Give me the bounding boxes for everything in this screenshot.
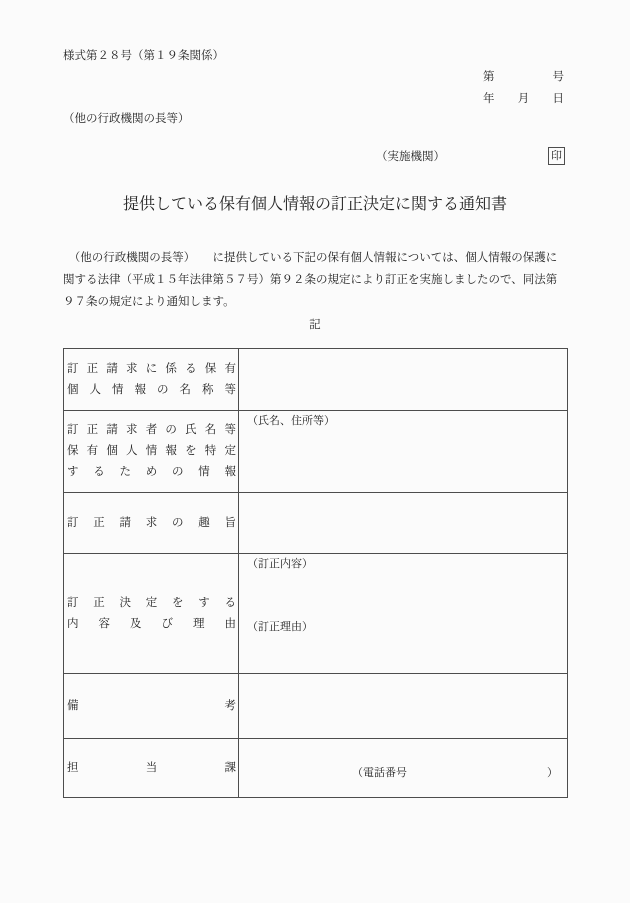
list-marker: 記 <box>309 319 321 331</box>
row-label <box>64 493 239 553</box>
phone-number-line <box>239 766 567 780</box>
phone-number-close-paren: ） <box>547 767 558 779</box>
value-hint-name-address: （氏名、住所等） <box>247 415 335 427</box>
table-row-department-in-charge <box>64 739 567 797</box>
row-label <box>64 739 239 797</box>
row-value-cell <box>239 739 567 797</box>
row-label-line: 訂正請求の趣旨 <box>67 516 236 529</box>
form-table <box>63 348 568 798</box>
row-label-line: 保有個人情報を特定 <box>67 445 236 457</box>
body-paragraph <box>63 247 557 313</box>
table-row-purpose-of-request <box>64 493 567 554</box>
row-value-cell <box>239 349 567 410</box>
date-year-label: 年 <box>483 93 495 105</box>
table-row-remarks <box>64 674 567 739</box>
row-label <box>64 411 239 492</box>
row-label-line: 訂正決定をする <box>67 596 236 609</box>
body-line-1: （他の行政機関の長等） に提供している下記の保有個人情報については、個人情報の保護に <box>63 252 558 264</box>
date-line <box>483 90 564 106</box>
table-row-requester-name <box>64 411 567 493</box>
row-label-line: 担当課 <box>67 761 236 774</box>
row-label <box>64 554 239 673</box>
value-hint-correction-reason: （訂正理由） <box>247 621 313 633</box>
document-number-suffix: 号 <box>552 71 564 83</box>
date-month-label: 月 <box>517 93 530 105</box>
row-value-cell <box>239 554 567 673</box>
row-label-line: 個人情報の名称等 <box>67 383 236 396</box>
row-label-line: 訂正請求に係る保有 <box>67 362 236 375</box>
table-row-correction-decision <box>64 554 567 674</box>
date-day-label: 日 <box>552 93 564 105</box>
row-label <box>64 349 239 410</box>
document-number-prefix: 第 <box>483 71 495 83</box>
seal-box <box>548 147 565 165</box>
row-label-line: 備考 <box>67 699 236 712</box>
body-line-2: 関する法律（平成１５年法律第５７号）第９２条の規定により訂正を実施しましたので、同法第 <box>63 274 558 286</box>
table-row-name-of-information <box>64 349 567 411</box>
issuer-line: （実施機関） <box>376 151 445 163</box>
seal-mark: 印 <box>551 150 562 162</box>
form-number: 様式第２８号（第１９条関係） <box>63 50 224 62</box>
document-title: 提供している保有個人情報の訂正決定に関する通知書 <box>122 196 507 213</box>
row-label <box>64 674 239 738</box>
value-hint-correction-content: （訂正内容） <box>247 558 313 570</box>
row-label-line: 訂正請求者の氏名等 <box>67 424 236 436</box>
phone-number-label: （電話番号 <box>352 767 407 779</box>
row-value-cell <box>239 493 567 553</box>
recipient-line: （他の行政機関の長等） <box>63 113 190 125</box>
row-value-cell <box>239 674 567 738</box>
row-label-line: 内容及び理由 <box>67 617 236 630</box>
body-line-3: ９７条の規定により通知します。 <box>63 296 235 308</box>
document-number-line <box>483 68 564 84</box>
row-value-cell <box>239 411 567 492</box>
row-label-line: するための情報 <box>67 466 236 478</box>
